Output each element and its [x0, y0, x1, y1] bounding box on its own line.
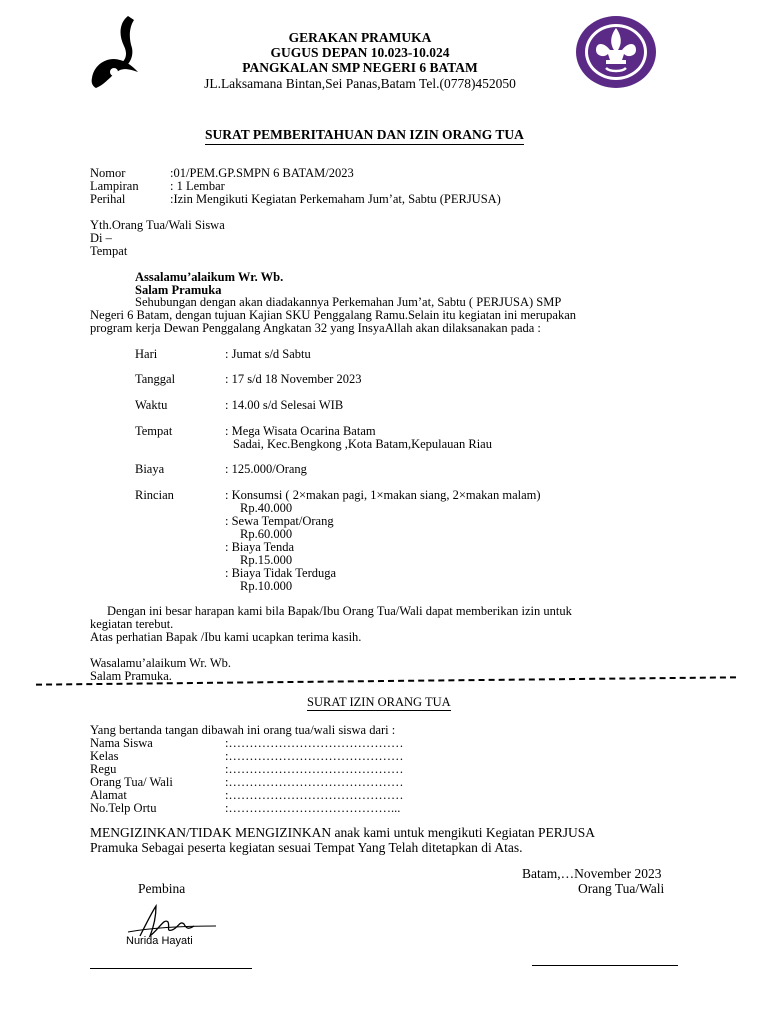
- field-label-orang-tua: Orang Tua/ Wali: [90, 775, 173, 789]
- rincian-item: : Konsumsi ( 2×makan pagi, 1×makan siang, 2×makan malam): [225, 488, 541, 502]
- field-blank-kelas[interactable]: :……………………………………: [225, 749, 404, 763]
- field-label-telp: No.Telp Ortu: [90, 801, 157, 815]
- meta-value-perihal: :Izin Mengikuti Kegiatan Perkemaham Jum’at, Sabtu (PERJUSA): [170, 192, 501, 206]
- field-label-nama-siswa: Nama Siswa: [90, 736, 153, 750]
- permit-statement: MENGIZINKAN/TIDAK MENGIZINKAN anak kami untuk mengikuti Kegiatan PERJUSA: [90, 825, 596, 840]
- rincian-item: : Biaya Tidak Terduga: [225, 566, 337, 580]
- signature-line-pembina: [90, 968, 252, 969]
- tunas-kelapa-logo: [88, 12, 148, 92]
- scout-emblem-logo: [574, 14, 658, 90]
- closing-line: Atas perhatian Bapak /Ibu kami ucapkan terima kasih.: [90, 630, 362, 644]
- field-label-alamat: Alamat: [90, 788, 127, 802]
- org-name: GERAKAN PRAMUKA: [288, 30, 432, 45]
- signature-line-parent: [532, 965, 678, 966]
- signature-name: Nurida Hayati: [126, 935, 193, 947]
- detail-value-tempat: : Mega Wisata Ocarina Batam: [225, 424, 376, 438]
- greeting-pramuka: Salam Pramuka: [135, 283, 222, 297]
- rincian-item: : Biaya Tenda: [225, 540, 295, 554]
- fleur-de-lis-emblem-icon: [574, 14, 658, 90]
- detail-label-hari: Hari: [135, 347, 158, 361]
- field-blank-nama-siswa[interactable]: :……………………………………: [225, 736, 404, 750]
- pangkalan: PANGKALAN SMP NEGERI 6 BATAM: [242, 60, 478, 75]
- farewell-salam: Wasalamu’alaikum Wr. Wb.: [90, 656, 232, 670]
- intro-line: Negeri 6 Batam, dengan tujuan Kajian SKU Penggalang Ramu.Selain itu kegiatan ini merupakan: [90, 308, 576, 322]
- intro-line: Sehubungan dengan akan diadakannya Perkemahan Jum’at, Sabtu ( PERJUSA) SMP: [135, 295, 562, 309]
- detail-label-tempat: Tempat: [135, 424, 173, 438]
- recipient-line: Tempat: [90, 244, 128, 258]
- gugus-depan: GUGUS DEPAN 10.023-10.024: [270, 45, 450, 60]
- letterhead: [160, 30, 560, 93]
- permit-title: SURAT IZIN ORANG TUA: [307, 695, 451, 709]
- meta-label-perihal: Perihal: [90, 192, 126, 206]
- rincian-price: Rp.15.000: [240, 553, 293, 567]
- closing-line: kegiatan terebut.: [90, 617, 174, 631]
- rincian-item: : Sewa Tempat/Orang: [225, 514, 334, 528]
- field-label-kelas: Kelas: [90, 749, 119, 763]
- detail-value-hari: : Jumat s/d Sabtu: [225, 347, 311, 361]
- permit-intro: Yang bertanda tangan dibawah ini orang tua/wali siswa dari :: [90, 723, 396, 737]
- detail-label-biaya: Biaya: [135, 462, 165, 476]
- closing-line: Dengan ini besar harapan kami bila Bapak/Ibu Orang Tua/Wali dapat memberikan izin untuk: [107, 604, 572, 618]
- rincian-price: Rp.40.000: [240, 501, 293, 515]
- sign-label-pembina: Pembina: [138, 881, 186, 896]
- detail-value-tempat-2: Sadai, Kec.Bengkong ,Kota Batam,Kepulauan Riau: [233, 437, 492, 451]
- meta-label-nomor: Nomor: [90, 166, 126, 180]
- field-blank-alamat[interactable]: :……………………………………: [225, 788, 404, 802]
- greeting-salam: Assalamu’alaikum Wr. Wb.: [135, 270, 284, 284]
- permit-statement: Pramuka Sebagai peserta kegiatan sesuai Tempat Yang Telah ditetapkan di Atas.: [90, 840, 523, 855]
- field-blank-regu[interactable]: :……………………………………: [225, 762, 404, 776]
- letter-title: SURAT PEMBERITAHUAN DAN IZIN ORANG TUA: [205, 127, 524, 145]
- farewell-pramuka: Salam Pramuka.: [90, 669, 172, 683]
- field-blank-orang-tua[interactable]: :……………………………………: [225, 775, 404, 789]
- rincian-price: Rp.10.000: [240, 579, 293, 593]
- detail-value-biaya: : 125.000/Orang: [225, 462, 307, 476]
- field-blank-telp[interactable]: :…………………………………...: [225, 801, 401, 815]
- field-label-regu: Regu: [90, 762, 117, 776]
- meta-label-lampiran: Lampiran: [90, 179, 139, 193]
- detail-value-waktu: : 14.00 s/d Selesai WIB: [225, 398, 344, 412]
- intro-line: program kerja Dewan Penggalang Angkatan 32 yang InsyaAllah akan dilaksanakan pada :: [90, 321, 541, 335]
- address: JL.Laksamana Bintan,Sei Panas,Batam Tel.(0778)452050: [204, 76, 516, 91]
- sign-label-parent: Orang Tua/Wali: [578, 881, 665, 896]
- recipient-line: Di –: [90, 231, 112, 245]
- detail-label-waktu: Waktu: [135, 398, 168, 412]
- meta-value-lampiran: : 1 Lembar: [170, 179, 225, 193]
- detail-label-tanggal: Tanggal: [135, 372, 176, 386]
- detail-label-rincian: Rincian: [135, 488, 174, 502]
- detail-value-tanggal: : 17 s/d 18 November 2023: [225, 372, 362, 386]
- recipient-line: Yth.Orang Tua/Wali Siswa: [90, 218, 225, 232]
- meta-value-nomor: :01/PEM.GP.SMPN 6 BATAM/2023: [170, 166, 354, 180]
- tunas-kelapa-icon: [88, 12, 148, 92]
- sign-date: Batam,…November 2023: [522, 866, 662, 881]
- rincian-price: Rp.60.000: [240, 527, 293, 541]
